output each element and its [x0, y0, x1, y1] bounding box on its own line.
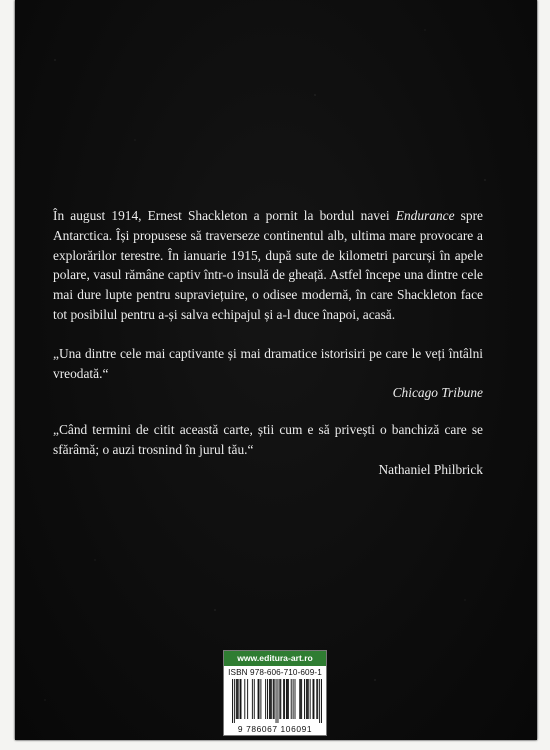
barcode-bar: [279, 679, 280, 719]
barcode-bar: [295, 679, 296, 719]
barcode-bar: [301, 679, 302, 719]
barcode-bar: [280, 679, 281, 719]
barcode-bar: [300, 679, 301, 719]
barcode-bar: [234, 679, 235, 723]
barcode-bar: [317, 679, 318, 719]
barcode-bar: [304, 679, 305, 719]
barcode-bar: [240, 679, 241, 719]
barcode-bar: [258, 679, 259, 719]
barcode-bar: [307, 679, 308, 719]
barcode-bar: [291, 679, 292, 719]
barcode-bar: [310, 679, 311, 719]
barcode-bars: [232, 679, 322, 723]
barcode-bar: [293, 679, 294, 719]
barcode-bar: [270, 679, 271, 719]
barcode-digits: 9 786067 106091: [237, 724, 313, 734]
barcode-bar: [288, 679, 289, 719]
back-cover-blurb: [53, 206, 483, 480]
ship-name: Endurance: [395, 208, 455, 223]
barcode-bar: [273, 679, 274, 719]
barcode-bar: [306, 679, 307, 719]
barcode-bar: [321, 679, 322, 723]
barcode-bar: [238, 679, 239, 719]
barcode-bar: [308, 679, 309, 719]
barcode-bar: [267, 679, 268, 719]
review-quote-2: „Când termini de citit această carte, știi cum e să privești o banchiză care se sfărâmă; o auzi trosnind în jurul tău.“: [53, 422, 483, 457]
barcode-bar: [271, 679, 272, 719]
barcode-bar: [319, 679, 320, 723]
barcode-bar: [244, 679, 245, 719]
barcode-bar: [241, 679, 242, 719]
barcode-bar: [299, 679, 300, 719]
barcode-bar: [313, 679, 314, 719]
barcode-bar: [284, 679, 285, 719]
barcode-bar: [274, 679, 275, 719]
barcode-bar: [254, 679, 255, 719]
barcode-bar: [260, 679, 261, 719]
barcode-bar: [232, 679, 233, 723]
barcode-bar: [316, 679, 317, 719]
review-source-2: Nathaniel Philbrick: [378, 461, 483, 477]
barcode-bar: [269, 679, 270, 719]
synopsis-text-rest: spre Antarctica. Își propusese să traverseze continentul alb, ultima mare provocare a explorărilor terestre. În ianuarie 1915, după sute de kilometri parcurși în apele polare, vasul rămâne captiv într-o insulă de gheață. Astfel începe una dintre cele mai dure lupte pentru supraviețuire, o odisee modernă, în care Shackleton face tot posibilul pentru a-și salva echipajul și a-l duce înapoi, acasă.: [53, 208, 483, 322]
barcode-bar: [313, 679, 314, 719]
publisher-url: www.editura-art.ro: [224, 651, 326, 666]
barcode-bar: [277, 679, 278, 723]
review-quote-1: „Una dintre cele mai captivante și mai dramatice istorisiri pe care le veți întâlni vreodată.“: [53, 345, 483, 381]
synopsis-text-start: În august 1914, Ernest Shackleton a pornit la bordul navei: [53, 208, 396, 223]
barcode-bar: [252, 679, 253, 719]
barcode-bar: [265, 679, 266, 719]
barcode-bar: [236, 679, 237, 719]
barcode-bar: [259, 679, 260, 719]
synopsis-paragraph: [53, 206, 483, 325]
barcode-bar: [283, 679, 284, 719]
isbn-number: ISBN 978-606-710-609-1: [228, 668, 322, 677]
barcode-bar: [276, 679, 277, 723]
barcode-bar: [287, 679, 288, 719]
review-source-1: Chicago Tribune: [392, 385, 483, 401]
barcode-label: [223, 650, 327, 736]
barcode-bar: [247, 679, 248, 719]
barcode-bar: [286, 679, 287, 719]
barcode-bar: [237, 679, 238, 719]
